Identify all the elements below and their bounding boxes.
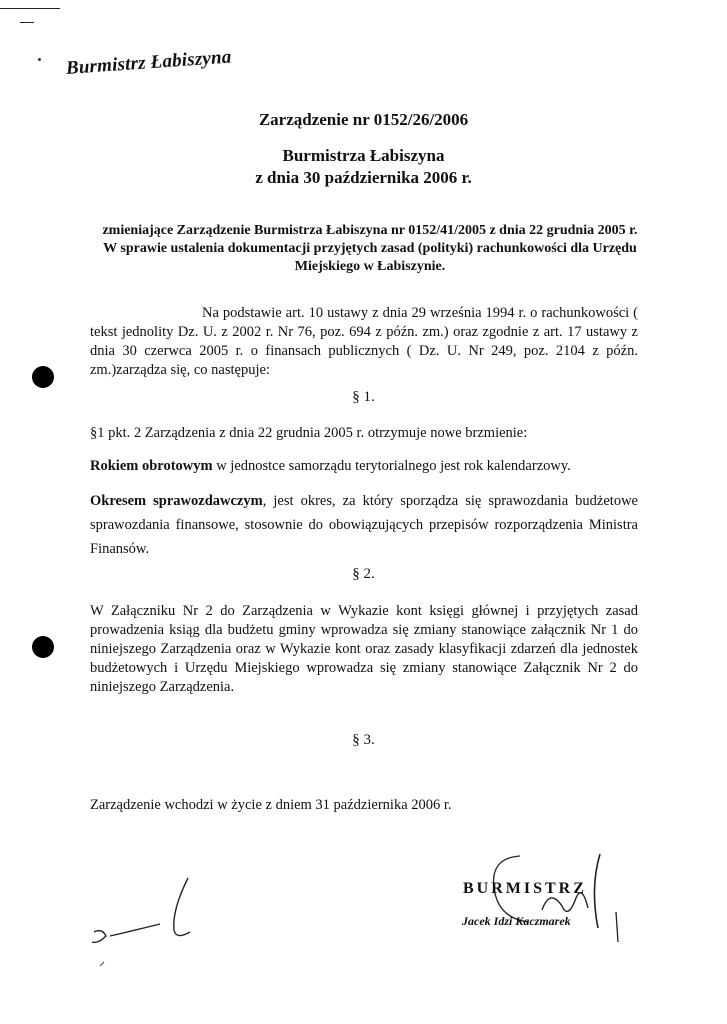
office-stamp: Burmistrz Łabiszyna	[65, 46, 233, 79]
signature-scribble	[450, 848, 630, 948]
legal-basis-paragraph: Na podstawie art. 10 ustawy z dnia 29 września 1994 r. o rachunkowości ( tekst jednolity Dz. U. z 2002 r. Nr 76, poz. 694 z późn. zm.) oraz zgodnie z art. 17 ustawy z dnia 30 czerwca 2005 r. o finansach publicznych ( Dz. U. Nr 249, poz. 2104 z późn. zm.)zarządza się, co następuje:	[90, 305, 638, 378]
section-3-text: Zarządzenie wchodzi w życie z dniem 31 października 2006 r.	[90, 797, 452, 813]
document-title: Zarządzenie nr 0152/26/2006	[258, 110, 469, 129]
mayor-title-stamp: BURMISTRZ	[463, 880, 587, 897]
document-issuer: Burmistrza Łabiszyna	[282, 146, 445, 165]
fiscal-year-definition	[90, 457, 638, 476]
section-2-heading: § 2.	[352, 566, 375, 582]
document-subject: zmieniające Zarządzenie Burmistrza Łabiszyna nr 0152/41/2005 z dnia 22 grudnia 2005 r. W sprawie ustalenia dokumentacji przyjętych zasad (polityki) rachunkowości dla Urzędu Miejskiego w Łabiszynie.	[102, 223, 638, 274]
reporting-period-text: , jest okres, za który sporządza się sprawozdania budżetowe sprawozdania finansowe, stosownie do obowiązujących przepisów rozporządzenia Ministra Finansów.	[90, 493, 638, 557]
reporting-period-term: Okresem sprawozdawczym	[90, 493, 263, 509]
section-1-amendment: §1 pkt. 2 Zarządzenia z dnia 22 grudnia 2005 r. otrzymuje nowe brzmienie:	[90, 425, 528, 441]
mayor-name-stamp: Jacek Idzi Kaczmarek	[462, 914, 571, 928]
corner-mark	[20, 22, 34, 23]
document-date: z dnia 30 października 2006 r.	[255, 168, 472, 187]
punch-hole	[32, 366, 54, 388]
punch-hole	[32, 636, 54, 658]
handwritten-initials	[80, 870, 210, 970]
fiscal-year-text: w jednostce samorządu terytorialnego jest rok kalendarzowy.	[212, 458, 571, 474]
section-3-heading: § 3.	[352, 732, 375, 748]
corner-mark	[0, 8, 60, 9]
section-1-heading: § 1.	[352, 389, 375, 405]
section-2-text: W Załączniku Nr 2 do Zarządzenia w Wykazie kont księgi głównej i przyjętych zasad prowadzenia ksiąg dla budżetu gminy wprowadza się zmiany stanowiące załącznik Nr 1 do niniejszego Zarządzenia oraz w Wykazie kont oraz zasady klasyfikacji zdarzeń dla jednostek budżetowych i Urzędu Miejskiego wprowadza się zmiany stanowiące Załącznik Nr 2 do niniejszego Zarządzenia.	[90, 603, 638, 695]
scan-dot	[38, 58, 41, 61]
fiscal-year-term: Rokiem obrotowym	[90, 458, 213, 474]
reporting-period-definition	[90, 489, 638, 561]
